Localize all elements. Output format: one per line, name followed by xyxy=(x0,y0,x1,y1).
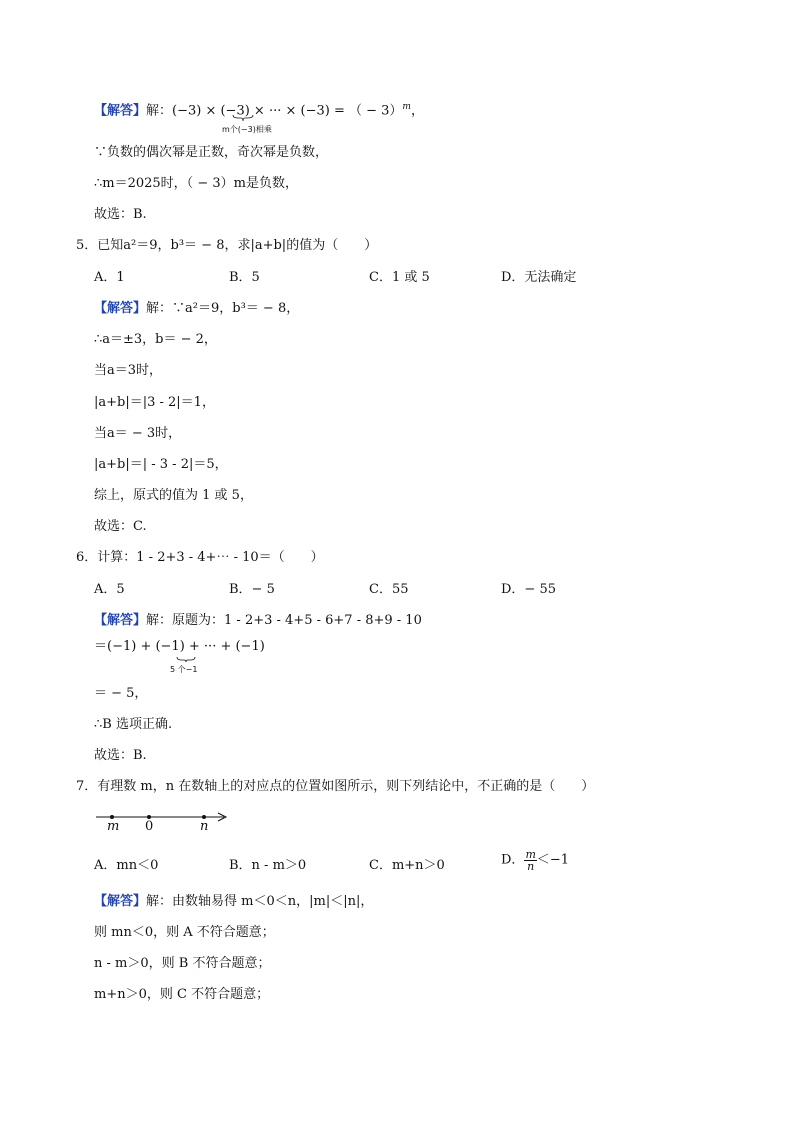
axis-label-m: m xyxy=(107,819,120,834)
q6-option-c: C．55 xyxy=(369,582,409,597)
q7-stem: 7．有理数 m，n 在数轴上的对应点的位置如图所示，则下列结论中，不正确的是（ ） xyxy=(76,779,595,794)
q4-underbrace xyxy=(232,114,254,122)
q7-option-d-label: D． xyxy=(501,852,525,868)
q6-answer-1 xyxy=(94,612,422,630)
q4-line-4: 故选：B. xyxy=(94,207,147,222)
q4-answer-exponent: m xyxy=(402,102,411,112)
q5-option-d: D．无法确定 xyxy=(501,270,577,285)
q7-answer-1-text: 解：由数轴易得 m＜0＜n，|m|＜|n|， xyxy=(146,894,374,909)
q6-answer-4: ∴B 选项正确. xyxy=(94,717,173,732)
q4-line-2: ∵负数的偶次幂是正数，奇次幂是负数， xyxy=(94,145,329,160)
axis-label-zero: 0 xyxy=(145,819,154,834)
q4-answer-tail: ， xyxy=(410,103,424,119)
q5-answer-7: 综上，原式的值为 1 或 5， xyxy=(94,488,253,503)
q7-option-a: A．mn＜0 xyxy=(94,858,159,873)
q7-option-d xyxy=(501,849,569,872)
q4-brace-note: m个(−3)相乘 xyxy=(222,125,272,134)
answer-tag: 【解答】 xyxy=(94,103,147,119)
q6-option-d: D．− 55 xyxy=(501,582,556,597)
q5-stem: 5．已知a²＝9，b³＝ − 8，求|a+b|的值为（ ） xyxy=(76,238,378,253)
axis-label-n: n xyxy=(200,819,209,834)
q7-option-b: B．n - m＞0 xyxy=(229,858,307,873)
q5-answer-2: ∴a＝±3，b＝ − 2， xyxy=(94,332,217,347)
q4-answer-expr: 解：(−3) × (−3) × ··· × (−3) = （ − 3） xyxy=(146,103,403,119)
q7-answer-2: 则 mn＜0，则 A 不符合题意； xyxy=(94,925,275,940)
q7-option-c: C．m+n＞0 xyxy=(369,858,445,873)
q5-answer-1 xyxy=(94,300,299,318)
q7-answer-3: n - m＞0，则 B 不符合题意； xyxy=(94,956,271,971)
q7-option-d-tail: ＜−1 xyxy=(536,852,570,868)
q7-answer-4: m+n＞0，则 C 不符合题意； xyxy=(94,987,270,1002)
q5-option-b: B．5 xyxy=(229,270,260,285)
fraction-numerator: m xyxy=(525,848,536,861)
q6-answer-5: 故选：B. xyxy=(94,748,147,763)
answer-tag: 【解答】 xyxy=(94,613,147,628)
q5-option-c: C．1 或 5 xyxy=(369,270,430,285)
q6-answer-3: ＝ − 5， xyxy=(94,686,148,701)
q6-answer-2: ＝(−1) + (−1) + ··· + (−1) xyxy=(94,639,265,654)
answer-tag: 【解答】 xyxy=(94,301,147,316)
q5-answer-1-text: 解：∵a²＝9，b³＝ − 8， xyxy=(146,301,300,316)
answer-tag: 【解答】 xyxy=(94,894,147,909)
q6-answer-1-text: 解：原题为：1 - 2+3 - 4+5 - 6+7 - 8+9 - 10 xyxy=(146,613,422,628)
q4-line-3: ∴m＝2025时，（ − 3）m是负数， xyxy=(94,176,298,191)
q5-answer-4: |a+b|＝|3 - 2|＝1， xyxy=(94,395,215,410)
q5-answer-5: 当a＝ − 3时， xyxy=(94,426,182,441)
q6-brace-note: 5 个−1 xyxy=(170,665,198,674)
q5-option-a: A．1 xyxy=(94,270,125,285)
q6-option-a: A．5 xyxy=(94,582,125,597)
q5-answer-6: |a+b|＝| - 3 - 2|＝5， xyxy=(94,457,228,472)
q7-answer-1 xyxy=(94,893,373,911)
q5-answer-3: 当a＝3时， xyxy=(94,363,163,378)
q4-answer-line xyxy=(94,98,424,120)
q5-answer-8: 故选：C. xyxy=(94,519,147,534)
q6-underbrace xyxy=(176,656,196,663)
q6-stem: 6．计算：1 - 2+3 - 4+⋯ - 10＝（ ） xyxy=(76,550,324,565)
fraction-denominator: n xyxy=(527,860,535,873)
q6-option-b: B．− 5 xyxy=(229,582,275,597)
q7-option-d-fraction xyxy=(524,849,536,872)
